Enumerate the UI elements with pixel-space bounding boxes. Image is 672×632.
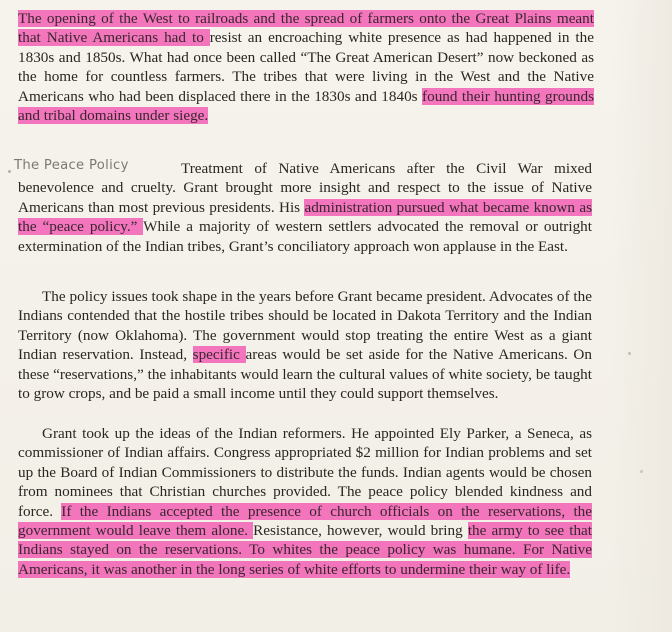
highlight: the army to see that Indians stayed on the reservations. To whites the peace policy was humane. For Native Americans, it was another in the long series of white efforts to undermine their way of life. — [18, 522, 592, 578]
highlight: specific — [192, 346, 246, 364]
paragraph-policy-issues — [18, 287, 592, 403]
body-text: Grant took up the ideas of the Indian reformers. He appointed Ely Parker, a Seneca, as commissioner of Indian affairs. Congress appropriated $2 million for Indian problems and set up the Board of Indian Commissioners to distribute the funds. Indian agents would be chosen from nominees that Christian churches provided. The peace policy blended kindness and force. — [18, 425, 592, 520]
page-header-fragment: ~~~~~~ — [315, 0, 357, 5]
highlight: administration pursued what became known as the “peace policy.” — [18, 198, 592, 236]
body-text: resist an encroaching white presence as had happened in the 1830s and 1850s. What had once been called “The Great American Desert” now beckoned as the home for countless farmers. The tribes that were living in the West and the Native Americans who had been displaced there in the 1830s and 1840s — [18, 29, 594, 105]
highlight: found their hunting grounds and tribal domains under siege. — [18, 87, 594, 125]
highlight: If the Indians accepted the presence of church officials on the reservations, the government would leave them alone. — [18, 502, 592, 540]
section-heading: The Peace Policy — [14, 158, 129, 173]
body-text: The policy issues took shape in the years before Grant became president. Advocates of the Indians contended that the hostile tribes should be located in Dakota Territory and the Indian Territory (now Oklahoma). The government would stop treating the entire West as a giant Indian reservation. Instead, — [18, 288, 592, 364]
paragraph-intro — [18, 9, 594, 125]
highlight: The opening of the West to railroads and the spread of farmers onto the Great Plains meant that Native Americans had to — [18, 10, 594, 47]
body-text: Resistance, however, would bring — [253, 522, 468, 540]
page-edge-shadow — [612, 0, 672, 632]
body-text: areas would be set aside for the Native Americans. On these “reservations,” the inhabitants would learn the cultural values of white society, be taught to grow crops, and be paid a small income until they could support themselves. — [18, 346, 592, 403]
body-text: While a majority of western settlers advocated the removal or outright extermination of the Indian tribes, Grant’s conciliatory approach won applause in the East. — [18, 218, 592, 255]
paragraph-peace-policy — [18, 159, 592, 256]
paragraph-grant-reformers — [18, 424, 592, 579]
body-text: Treatment of Native Americans after the Civil War mixed benevolence and cruelty. Grant brought more insight and respect to the issue of Native Americans than most previous presidents. His — [18, 160, 592, 216]
paper-speck — [8, 170, 11, 173]
